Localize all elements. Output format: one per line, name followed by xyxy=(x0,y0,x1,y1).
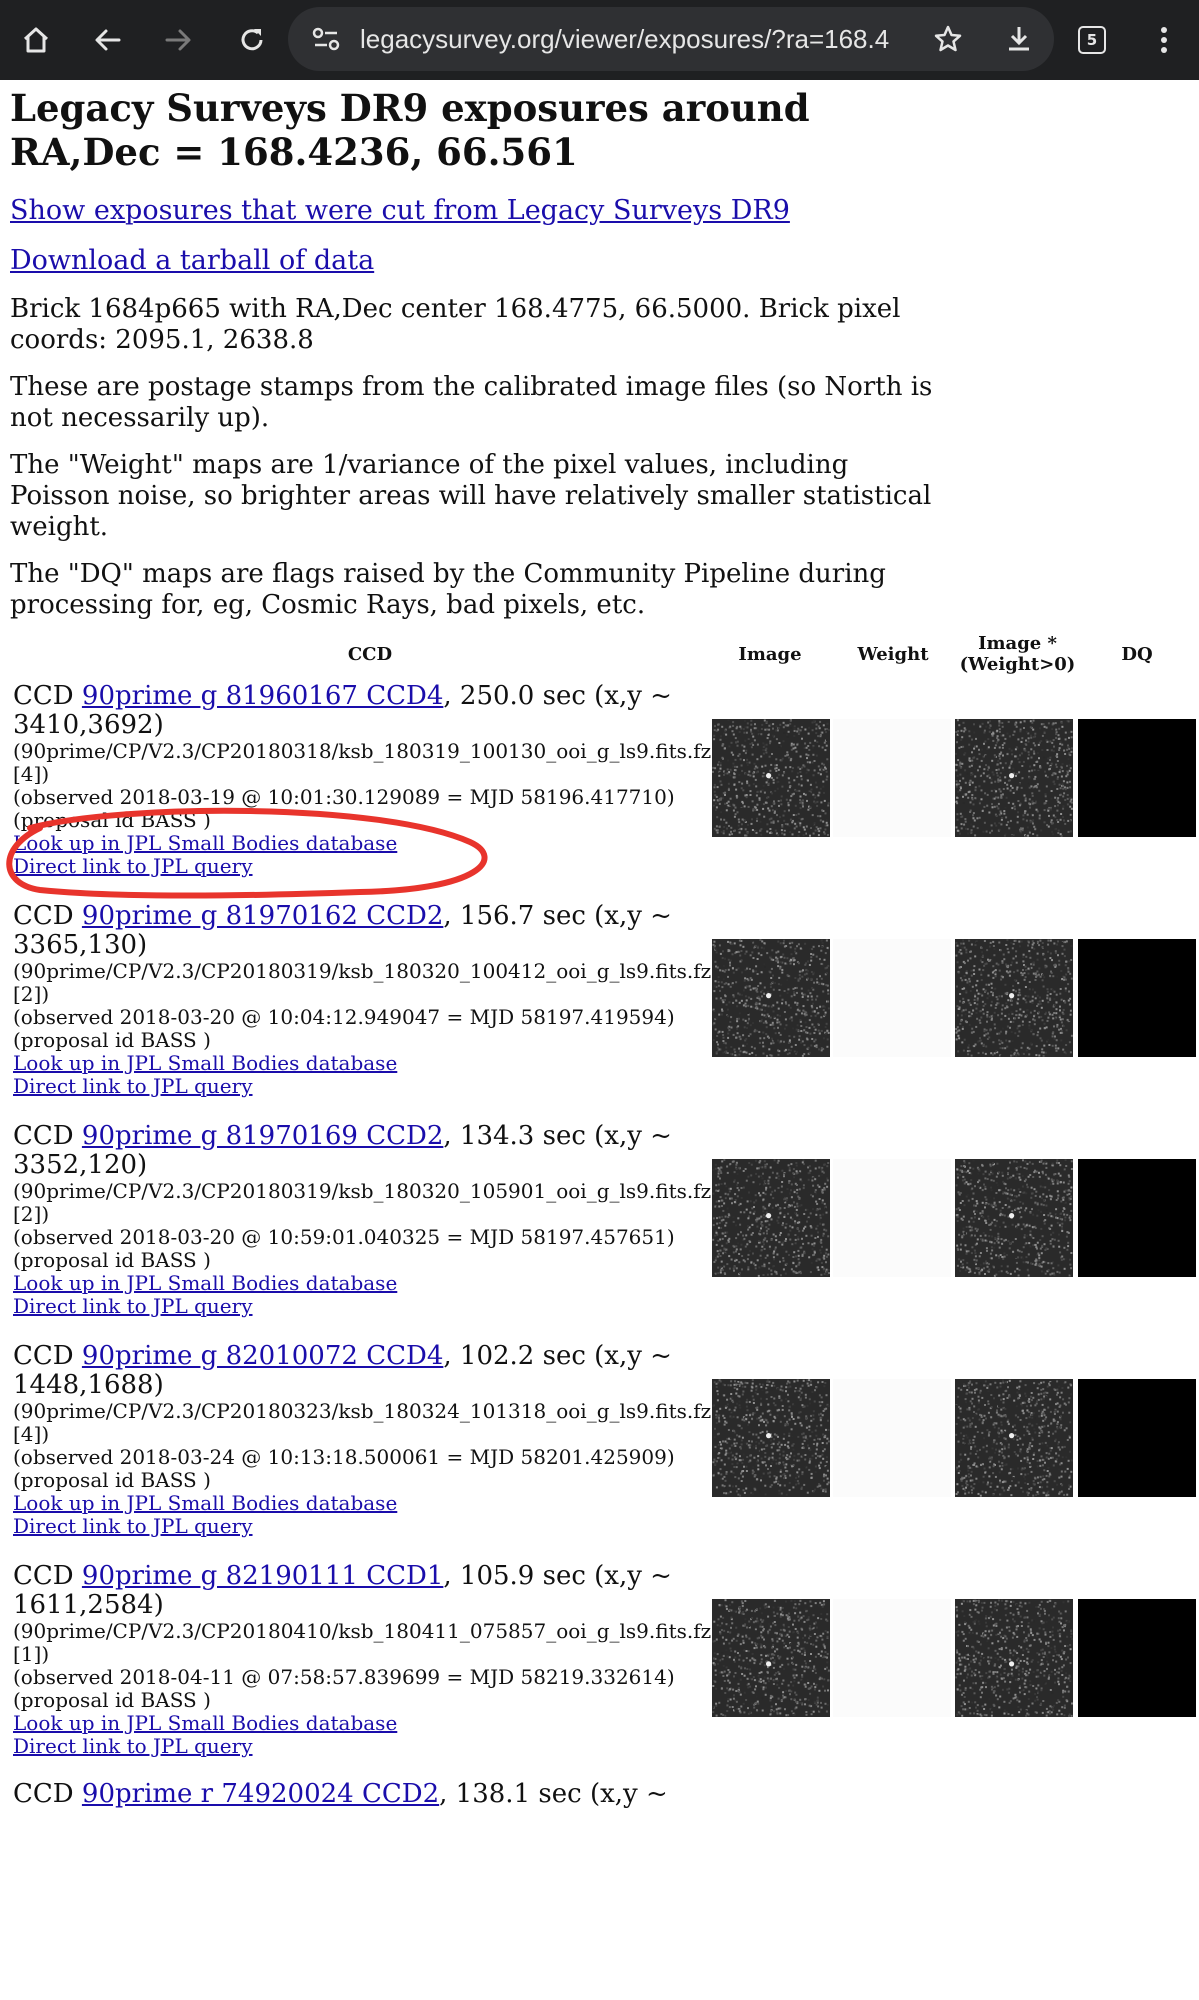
ccd-proposal: (proposal id BASS ) xyxy=(13,1029,713,1052)
ccd-exposure: , 134.3 sec (x,y ~ 3352,120) xyxy=(13,1121,672,1180)
col-header-weight: Weight xyxy=(833,644,953,665)
ccd-link[interactable]: 90prime g 82010072 CCD4 xyxy=(82,1341,443,1371)
ccd-link[interactable]: 90prime g 81960167 CCD4 xyxy=(82,681,443,711)
dq-thumbnail[interactable] xyxy=(1078,1159,1196,1277)
ccd-observed: (observed 2018-03-19 @ 10:01:30.129089 = MJD 58196.417710) xyxy=(13,786,713,809)
ccd-file: (90prime/CP/V2.3/CP20180319/ksb_180320_105901_ooi_g_ls9.fits.fz [2]) xyxy=(13,1180,713,1226)
jpl-direct-link[interactable]: Direct link to JPL query xyxy=(13,854,253,878)
ccd-proposal: (proposal id BASS ) xyxy=(13,1469,713,1492)
jpl-lookup-link[interactable]: Look up in JPL Small Bodies database xyxy=(13,1051,397,1075)
download-icon[interactable] xyxy=(1004,24,1034,58)
col-header-image: Image xyxy=(710,644,830,665)
ccd-prefix: CCD xyxy=(13,1341,82,1371)
image-weight-thumbnail[interactable] xyxy=(955,1159,1073,1277)
brick-info: Brick 1684p665 with RA,Dec center 168.4775, 66.5000. Brick pixel coords: 2095.1, 2638.8 xyxy=(10,294,940,356)
forward-button[interactable] xyxy=(152,14,204,66)
ccd-file: (90prime/CP/V2.3/CP20180323/ksb_180324_101318_ooi_g_ls9.fits.fz [4]) xyxy=(13,1400,713,1446)
col-header-image-weight: Image * (Weight>0) xyxy=(955,633,1080,675)
ccd-exposure: , 105.9 sec (x,y ~ 1611,2584) xyxy=(13,1561,672,1620)
annotation-circle xyxy=(0,800,500,910)
download-tarball-link[interactable]: Download a tarball of data xyxy=(10,245,374,276)
reload-button[interactable] xyxy=(226,14,278,66)
ccd-observed: (observed 2018-04-11 @ 07:58:57.839699 = MJD 58219.332614) xyxy=(13,1666,713,1689)
weight-thumbnail[interactable] xyxy=(833,939,951,1057)
postage-stamp-note: These are postage stamps from the calibrated image files (so North is not necessarily up). xyxy=(10,372,940,434)
menu-button[interactable] xyxy=(1138,14,1190,66)
jpl-direct-link[interactable]: Direct link to JPL query xyxy=(13,1514,253,1538)
dq-thumbnail[interactable] xyxy=(1078,1599,1196,1717)
page-content xyxy=(10,86,1190,621)
home-icon xyxy=(21,25,51,55)
address-bar[interactable] xyxy=(288,7,1054,71)
image-thumbnail[interactable] xyxy=(712,1159,830,1277)
home-button[interactable] xyxy=(10,14,62,66)
image-weight-thumbnail[interactable] xyxy=(955,1379,1073,1497)
ccd-file: (90prime/CP/V2.3/CP20180410/ksb_180411_075857_ooi_g_ls9.fits.fz [1]) xyxy=(13,1620,713,1666)
weight-note: The "Weight" maps are 1/variance of the pixel values, including Poisson noise, so brighter areas will have relatively smaller statistical weight. xyxy=(10,450,940,543)
table-row xyxy=(10,1342,1199,1562)
jpl-lookup-link[interactable]: Look up in JPL Small Bodies database xyxy=(13,1271,397,1295)
col-header-dq: DQ xyxy=(1077,644,1197,665)
jpl-direct-link[interactable]: Direct link to JPL query xyxy=(13,1294,253,1318)
dq-thumbnail[interactable] xyxy=(1078,1379,1196,1497)
dq-note: The "DQ" maps are flags raised by the Community Pipeline during processing for, eg, Cosmic Rays, bad pixels, etc. xyxy=(10,559,940,621)
ccd-link[interactable]: 90prime g 81970169 CCD2 xyxy=(82,1121,443,1151)
ccd-prefix: CCD xyxy=(13,1561,82,1591)
ccd-link[interactable]: 90prime r 74920024 CCD2 xyxy=(82,1779,439,1809)
jpl-lookup-link[interactable]: Look up in JPL Small Bodies database xyxy=(13,1711,397,1735)
table-row-partial xyxy=(10,1780,1199,2000)
image-weight-thumbnail[interactable] xyxy=(955,1599,1073,1717)
browser-toolbar xyxy=(0,0,1199,80)
image-weight-thumbnail[interactable] xyxy=(955,939,1073,1057)
col-header-ccd: CCD xyxy=(310,644,430,665)
image-weight-thumbnail[interactable] xyxy=(955,719,1073,837)
show-cut-exposures-link[interactable]: Show exposures that were cut from Legacy Surveys DR9 xyxy=(10,195,790,226)
forward-icon xyxy=(163,25,193,55)
ccd-proposal: (proposal id BASS ) xyxy=(13,809,713,832)
back-button[interactable] xyxy=(82,14,134,66)
ccd-file: (90prime/CP/V2.3/CP20180318/ksb_180319_100130_ooi_g_ls9.fits.fz [4]) xyxy=(13,740,713,786)
ccd-prefix: CCD xyxy=(13,681,82,711)
ccd-file: (90prime/CP/V2.3/CP20180319/ksb_180320_100412_ooi_g_ls9.fits.fz [2]) xyxy=(13,960,713,1006)
star-icon[interactable] xyxy=(933,24,963,58)
image-thumbnail[interactable] xyxy=(712,939,830,1057)
table-row xyxy=(10,1562,1199,1782)
url-text[interactable]: legacysurvey.org/viewer/exposures/?ra=168.4 xyxy=(360,7,920,71)
weight-thumbnail[interactable] xyxy=(833,1379,951,1497)
ccd-prefix: CCD xyxy=(13,901,82,931)
dq-thumbnail[interactable] xyxy=(1078,939,1196,1057)
weight-thumbnail[interactable] xyxy=(833,719,951,837)
menu-icon xyxy=(1159,25,1169,55)
weight-thumbnail[interactable] xyxy=(833,1159,951,1277)
ccd-observed: (observed 2018-03-20 @ 10:59:01.040325 = MJD 58197.457651) xyxy=(13,1226,713,1249)
tabs-button[interactable] xyxy=(1066,14,1118,66)
back-icon xyxy=(93,25,123,55)
ccd-link[interactable]: 90prime g 82190111 CCD1 xyxy=(82,1561,443,1591)
image-thumbnail[interactable] xyxy=(712,719,830,837)
jpl-lookup-link[interactable]: Look up in JPL Small Bodies database xyxy=(13,831,397,855)
table-row xyxy=(10,902,1199,1122)
image-thumbnail[interactable] xyxy=(712,1599,830,1717)
ccd-prefix: CCD xyxy=(13,1779,82,1809)
ccd-proposal: (proposal id BASS ) xyxy=(13,1689,713,1712)
image-thumbnail[interactable] xyxy=(712,1379,830,1497)
ccd-exposure: , 156.7 sec (x,y ~ 3365,130) xyxy=(13,901,672,960)
jpl-direct-link[interactable]: Direct link to JPL query xyxy=(13,1734,253,1758)
ccd-prefix: CCD xyxy=(13,1121,82,1151)
ccd-observed: (observed 2018-03-24 @ 10:13:18.500061 = MJD 58201.425909) xyxy=(13,1446,713,1469)
ccd-exposure: , 250.0 sec (x,y ~ 3410,3692) xyxy=(13,681,672,740)
ccd-exposure: , 138.1 sec (x,y ~ xyxy=(439,1779,668,1809)
page-title: Legacy Surveys DR9 exposures around RA,Dec = 168.4236, 66.561 xyxy=(10,86,940,174)
ccd-link[interactable]: 90prime g 81970162 CCD2 xyxy=(82,901,443,931)
jpl-direct-link[interactable]: Direct link to JPL query xyxy=(13,1074,253,1098)
weight-thumbnail[interactable] xyxy=(833,1599,951,1717)
reload-icon xyxy=(237,25,267,55)
table-row xyxy=(10,1122,1199,1342)
ccd-exposure: , 102.2 sec (x,y ~ 1448,1688) xyxy=(13,1341,672,1400)
tabs-icon: 5 xyxy=(1078,26,1106,54)
site-info-icon[interactable] xyxy=(312,27,340,55)
dq-thumbnail[interactable] xyxy=(1078,719,1196,837)
jpl-lookup-link[interactable]: Look up in JPL Small Bodies database xyxy=(13,1491,397,1515)
ccd-proposal: (proposal id BASS ) xyxy=(13,1249,713,1272)
ccd-observed: (observed 2018-03-20 @ 10:04:12.949047 = MJD 58197.419594) xyxy=(13,1006,713,1029)
